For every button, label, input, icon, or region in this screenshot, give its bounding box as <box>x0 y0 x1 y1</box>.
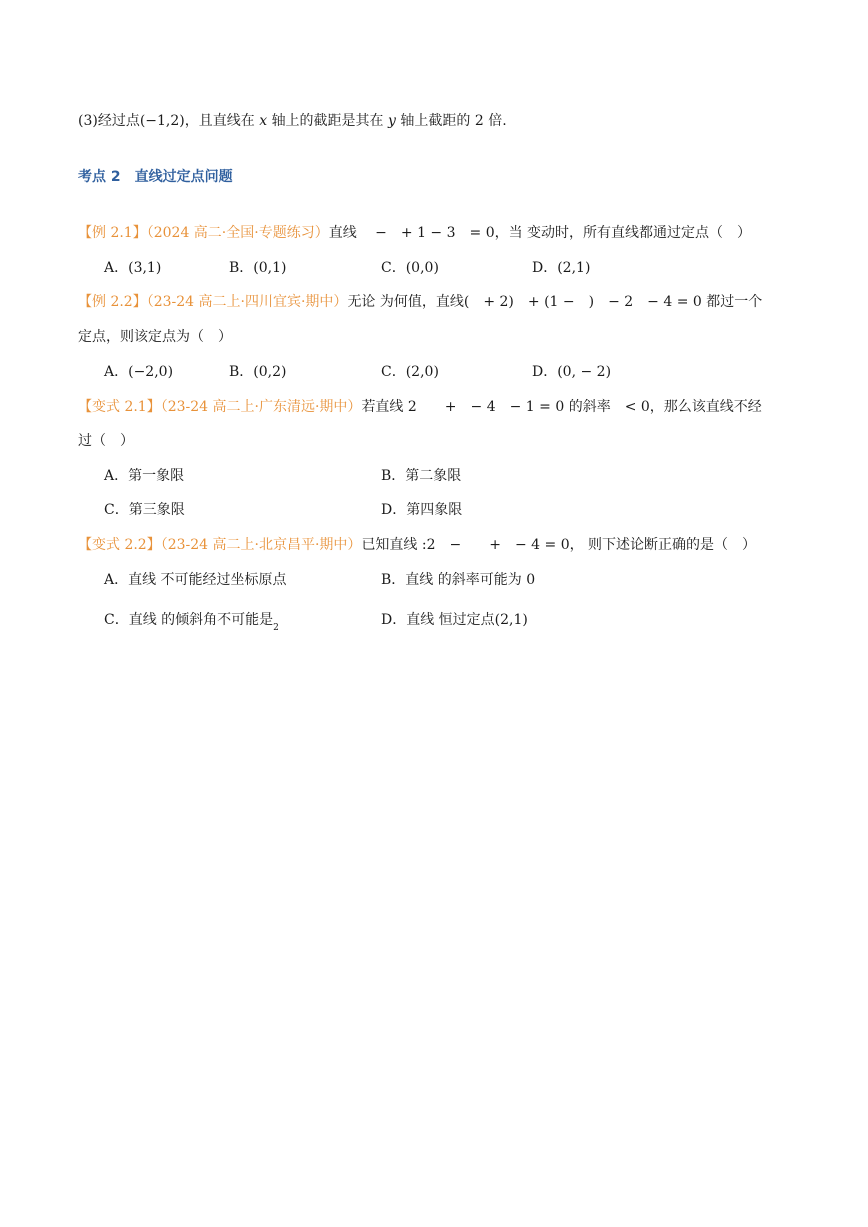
y-variable: y <box>388 113 396 129</box>
example-2-1-stem <box>78 223 751 243</box>
question-3 <box>78 111 507 131</box>
variant-2-1-option-b[interactable]: B．第二象限 <box>381 468 462 484</box>
variant-2-2-option-d[interactable]: D．直线 恒过定点(2,1) <box>381 612 528 628</box>
variant-2-1-tag: 【变式 2.1】 <box>78 399 161 415</box>
question-3-text-a: (3)经过点(−1,2)，且直线在 <box>78 113 255 129</box>
variant-2-1-source: （23-24 高二上·广东清远·期中） <box>160 399 362 415</box>
variant-2-2-option-c[interactable] <box>104 610 279 638</box>
example-2-1-option-a[interactable]: A．(3,1) <box>104 260 162 276</box>
fraction-denominator: 2 <box>273 623 279 633</box>
variant-2-1-stem-line1 <box>78 397 762 417</box>
variant-2-1-option-a[interactable]: A．第一象限 <box>104 468 185 484</box>
example-2-1-text: 直线 − + 1 − 3 = 0，当 变动时，所有直线都通过定点（ ） <box>328 225 752 241</box>
example-2-2-option-d[interactable]: D．(0, − 2) <box>532 364 612 380</box>
x-variable: x <box>259 113 268 129</box>
example-2-2-option-a[interactable]: A．(−2,0) <box>104 364 174 380</box>
variant-2-2-text: 已知直线 :2 − + − 4 = 0， 则下述论断正确的是（ ） <box>361 537 757 553</box>
question-3-text-b: 轴上的截距是其在 <box>271 113 384 129</box>
section-heading: 考点 2 直线过定点问题 <box>78 169 233 185</box>
example-2-1-option-c[interactable]: C．(0,0) <box>381 260 439 276</box>
example-2-2-tag: 【例 2.2】 <box>78 294 147 310</box>
example-2-1-source: （2024 高二·全国·专题练习） <box>146 225 329 241</box>
example-2-2-stem-line1 <box>78 292 762 312</box>
example-2-2-stem-line2: 定点，则该定点为（ ） <box>78 329 232 345</box>
variant-2-2-option-b[interactable]: B．直线 的斜率可能为 0 <box>381 572 536 588</box>
example-2-1-option-d[interactable]: D．(2,1) <box>532 260 591 276</box>
example-2-2-option-b[interactable]: B．(0,2) <box>229 364 287 380</box>
variant-2-2-option-c-text: C．直线 的倾斜角不可能是 <box>104 612 274 628</box>
variant-2-2-source: （23-24 高二上·北京昌平·期中） <box>160 537 362 553</box>
variant-2-2-option-a[interactable]: A．直线 不可能经过坐标原点 <box>104 572 287 588</box>
variant-2-1-option-c[interactable]: C．第三象限 <box>104 502 185 518</box>
variant-2-2-stem <box>78 535 756 555</box>
example-2-1-option-b[interactable]: B．(0,1) <box>229 260 287 276</box>
question-3-text-c: 轴上截距的 2 倍. <box>400 113 507 129</box>
example-2-2-option-c[interactable]: C．(2,0) <box>381 364 439 380</box>
example-2-2-text-line1: 无论 为何值，直线( + 2) + (1 − ) − 2 − 4 = 0 都过一个 <box>347 294 763 310</box>
example-2-2-source: （23-24 高二上·四川宜宾·期中） <box>146 294 348 310</box>
variant-2-1-stem-line2: 过（ ） <box>78 433 134 449</box>
variant-2-1-text-line1: 若直线 2 + − 4 − 1 = 0 的斜率 < 0，那么该直线不经 <box>361 399 762 415</box>
variant-2-2-tag: 【变式 2.2】 <box>78 537 161 553</box>
example-2-1-tag: 【例 2.1】 <box>78 225 147 241</box>
variant-2-1-option-d[interactable]: D．第四象限 <box>381 502 463 518</box>
